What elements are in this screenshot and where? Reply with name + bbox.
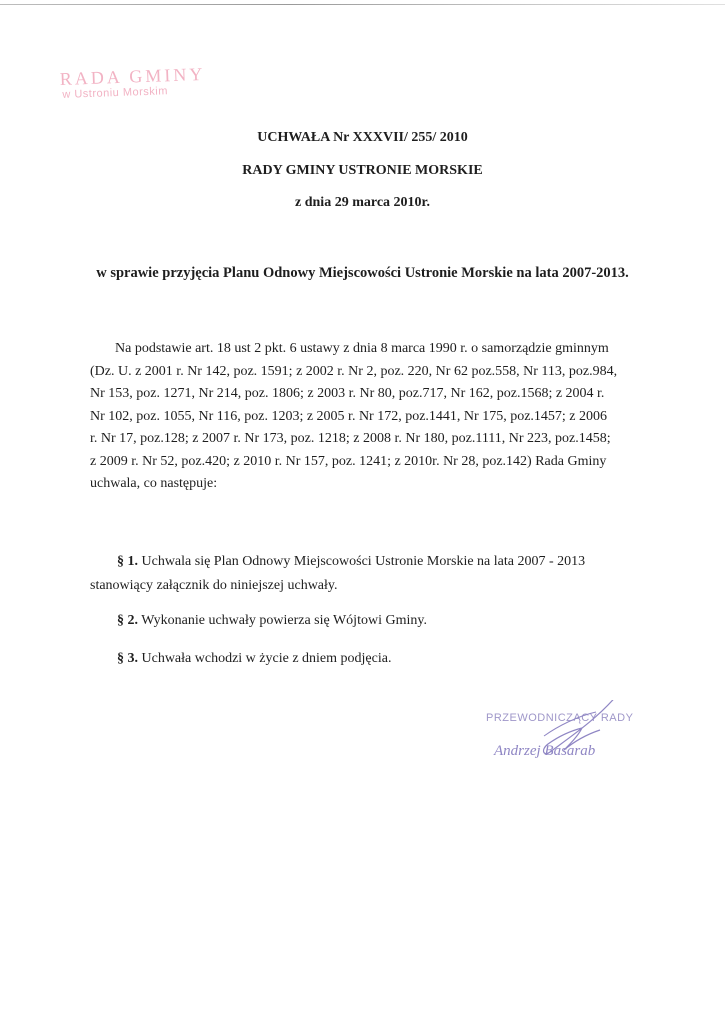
section-1-continuation: stanowiący załącznik do niniejszej uchwały. <box>90 578 338 593</box>
section-number: § 3. <box>117 651 138 666</box>
scan-top-edge <box>0 4 725 5</box>
section-2 <box>117 610 427 632</box>
section-number: § 1. <box>117 554 138 569</box>
resolution-title: UCHWAŁA Nr XXXVII/ 255/ 2010 <box>257 130 468 145</box>
council-stamp <box>59 63 230 102</box>
section-3 <box>117 648 391 670</box>
section-text: Uchwała wchodzi w życie z dniem podjęcia. <box>141 651 392 666</box>
stamp-line-1: RADA GMINY <box>59 63 206 89</box>
section-1 <box>117 551 585 573</box>
chairman-signature-block <box>478 700 678 780</box>
preamble-line: z 2009 r. Nr 52, poz.420; z 2010 r. Nr 157, poz. 1241; z 2010r. Nr 28, poz.142) Rada Gminy <box>90 453 607 469</box>
preamble-line: (Dz. U. z 2001 r. Nr 142, poz. 1591; z 2002 r. Nr 2, poz. 220, Nr 62 poz.558, Nr 113, poz.984, <box>90 363 618 379</box>
section-text: Wykonanie uchwały powierza się Wójtowi Gminy. <box>141 613 427 628</box>
preamble-line: uchwala, co następuje: <box>90 476 218 491</box>
preamble <box>90 338 650 496</box>
resolution-date: z dnia 29 marca 2010r. <box>295 195 430 210</box>
council-name: RADY GMINY USTRONIE MORSKIE <box>242 163 483 178</box>
preamble-line: Na podstawie art. 18 ust 2 pkt. 6 ustawy z dnia 8 marca 1990 r. o samorządzie gminnym <box>115 341 609 356</box>
section-text: Uchwala się Plan Odnowy Miejscowości Ustronie Morskie na lata 2007 - 2013 <box>141 554 586 569</box>
handwritten-signature-icon <box>478 700 678 780</box>
preamble-line: r. Nr 17, poz.128; z 2007 r. Nr 173, poz. 1218; z 2008 r. Nr 180, poz.1111, Nr 223, poz.1458; <box>90 431 611 446</box>
preamble-line: Nr 102, poz. 1055, Nr 116, poz. 1203; z 2005 r. Nr 172, poz.1441, Nr 175, poz.1457; z 2006 <box>90 408 608 424</box>
resolution-subject: w sprawie przyjęcia Planu Odnowy Miejscowości Ustronie Morskie na lata 2007-2013. <box>96 265 629 281</box>
preamble-line: Nr 153, poz. 1271, Nr 214, poz. 1806; z 2003 r. Nr 80, poz.717, Nr 162, poz.1568; z 2004 r. <box>90 386 605 401</box>
section-number: § 2. <box>117 613 138 628</box>
signature-name-stamp: Andrzej Basarab <box>494 743 596 759</box>
stamp-line-2: w Ustroniu Morskim <box>62 85 169 101</box>
signature-role-stamp: PRZEWODNICZĄCY RADY <box>486 712 634 724</box>
